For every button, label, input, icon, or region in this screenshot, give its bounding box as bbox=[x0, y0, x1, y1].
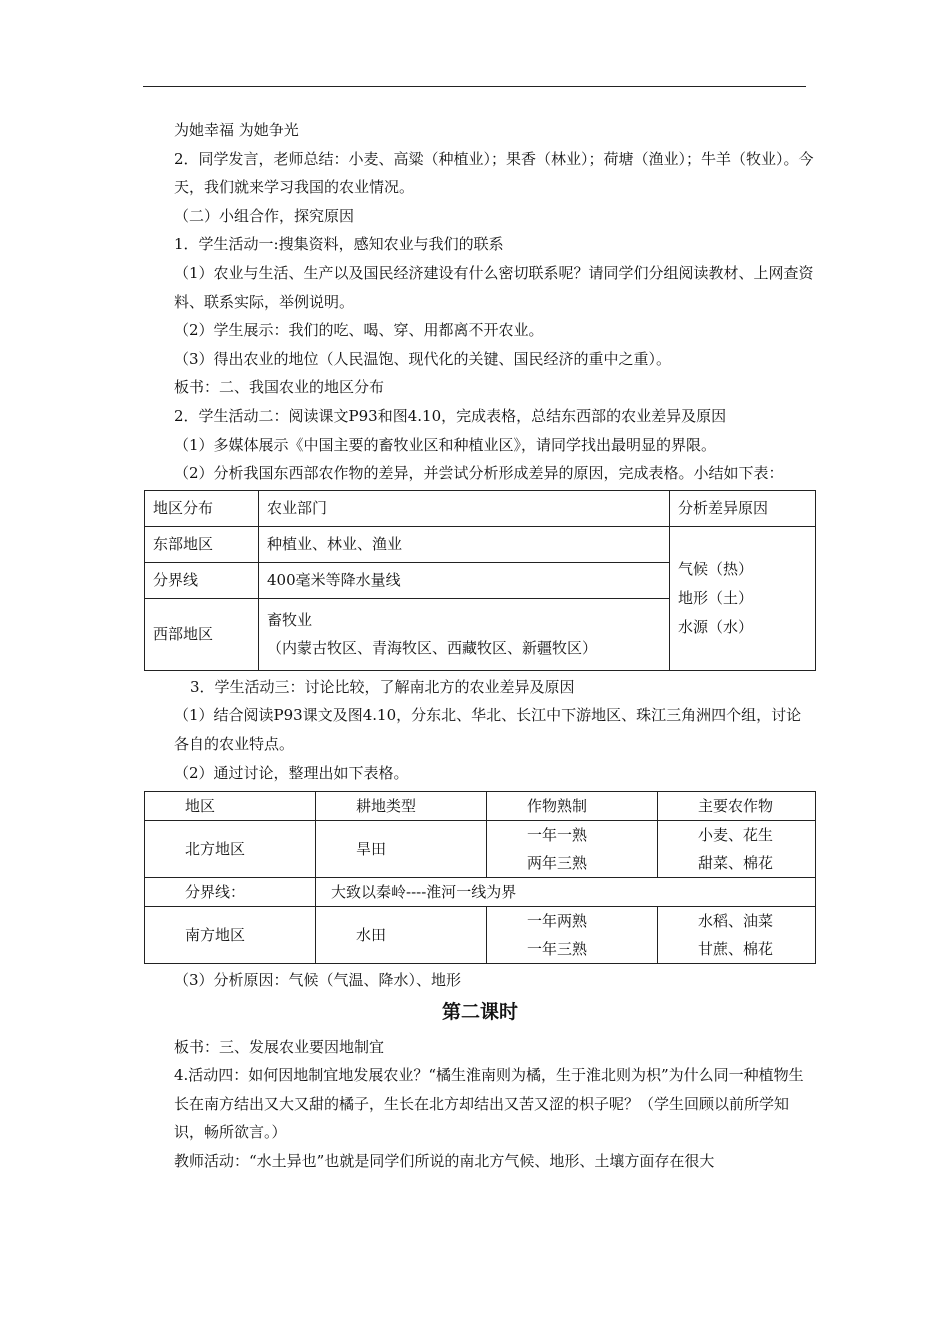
paragraph: （3）分析原因：气候（气温、降水）、地形 bbox=[174, 971, 462, 990]
system-line: 一年三熟 bbox=[527, 940, 588, 959]
sector-sub-line: （内蒙古牧区、青海牧区、西藏牧区、新疆牧区） bbox=[267, 639, 598, 658]
lesson-heading: 第二课时 bbox=[441, 1000, 518, 1023]
region-cell: 南方地区 bbox=[145, 907, 316, 964]
land-cell: 旱田 bbox=[316, 821, 487, 878]
crops-cell bbox=[658, 907, 816, 964]
system-cell bbox=[487, 821, 658, 878]
table-row bbox=[145, 526, 816, 562]
crops-line: 小麦、花生 bbox=[698, 826, 774, 845]
paragraph: 2．学生活动二：阅读课文P93和图4.10，完成表格，总结东西部的农业差异及原因 bbox=[174, 406, 727, 425]
reason-cell bbox=[670, 526, 816, 670]
table-header-cell: 地区分布 bbox=[145, 490, 259, 526]
paragraph: （1）农业与生活、生产以及国民经济建设有什么密切联系呢？请同学们分组阅读教材、上网查资料、联系实际，举例说明。 bbox=[174, 263, 814, 311]
sector-line: 畜牧业 bbox=[267, 610, 313, 629]
paragraph: （2）通过讨论，整理出如下表格。 bbox=[174, 763, 409, 782]
north-south-table bbox=[144, 791, 816, 964]
system-line: 一年一熟 bbox=[527, 826, 588, 845]
reason-line: 地形（土） bbox=[678, 588, 754, 607]
paragraph: 3．学生活动三：讨论比较，了解南北方的农业差异及原因 bbox=[190, 677, 575, 696]
table-header-cell: 作物熟制 bbox=[487, 792, 658, 821]
table-header-cell: 主要农作物 bbox=[658, 792, 816, 821]
sector-cell bbox=[259, 598, 670, 670]
east-west-table bbox=[144, 490, 816, 671]
land-cell: 水田 bbox=[316, 907, 487, 964]
sector-cell: 400毫米等降水量线 bbox=[259, 562, 670, 598]
table-header-cell: 分析差异原因 bbox=[670, 490, 816, 526]
table-header-cell: 农业部门 bbox=[259, 490, 670, 526]
table-row bbox=[145, 821, 816, 878]
paragraph: （1）多媒体展示《中国主要的畜牧业区和种植业区》，请同学找出最明显的界限。 bbox=[174, 435, 717, 454]
reason-line: 气候（热） bbox=[678, 560, 754, 579]
system-line: 一年两熟 bbox=[527, 912, 588, 931]
header-rule bbox=[143, 86, 806, 87]
paragraph: （1）结合阅读P93课文及图4.10，分东北、华北、长江中下游地区、珠江三角洲四个组，讨论各自的农业特点。 bbox=[174, 706, 802, 753]
paragraph: （2）学生展示：我们的吃、喝、穿、用都离不开农业。 bbox=[174, 321, 544, 340]
paragraph: 1．学生活动一:搜集资料，感知农业与我们的联系 bbox=[174, 235, 504, 254]
sector-cell: 种植业、林业、渔业 bbox=[259, 526, 670, 562]
crops-cell bbox=[658, 821, 816, 878]
table-row bbox=[145, 878, 816, 907]
region-cell: 分界线 bbox=[145, 562, 259, 598]
paragraph: 4.活动四：如何因地制宜地发展农业？“橘生淮南则为橘，生于淮北则为枳”为什么同一种植物生长在南方结出又大又甜的橘子，生长在北方却结出又苦又涩的枳子呢？（学生回顾以前所学知识，畅所欲言。） bbox=[174, 1066, 804, 1142]
paragraph: （3）得出农业的地位（人民温饱、现代化的关键、国民经济的重中之重）。 bbox=[174, 349, 672, 368]
crops-line: 甜菜、棉花 bbox=[698, 854, 774, 873]
table-row bbox=[145, 490, 816, 526]
table-row bbox=[145, 907, 816, 964]
system-line: 两年三熟 bbox=[527, 854, 588, 873]
region-cell: 北方地区 bbox=[145, 821, 316, 878]
system-cell bbox=[487, 907, 658, 964]
board-note: 板书：三、发展农业要因地制宜 bbox=[174, 1037, 385, 1056]
paragraph: 2．同学发言，老师总结：小麦、高粱（种植业）；果香（林业）；荷塘（渔业）；牛羊（牧业）。今天，我们就来学习我国的农业情况。 bbox=[174, 149, 814, 197]
paragraph: （2）分析我国东西部农作物的差异，并尝试分析形成差异的原因，完成表格。小结如下表： bbox=[174, 464, 784, 483]
document-body bbox=[144, 116, 816, 1176]
table-row bbox=[145, 792, 816, 821]
table-header-cell: 耕地类型 bbox=[316, 792, 487, 821]
boundary-label-cell: 分界线： bbox=[145, 878, 316, 907]
region-cell: 西部地区 bbox=[145, 598, 259, 670]
reason-line: 水源（水） bbox=[678, 617, 754, 636]
section-heading: （二）小组合作，探究原因 bbox=[174, 206, 355, 225]
table-header-cell: 地区 bbox=[145, 792, 316, 821]
board-note: 板书：二、我国农业的地区分布 bbox=[174, 378, 385, 397]
boundary-value-cell: 大致以秦岭----淮河一线为界 bbox=[316, 878, 816, 907]
paragraph: 教师活动：“水土异也”也就是同学们所说的南北方气候、地形、土壤方面存在很大 bbox=[174, 1152, 715, 1171]
paragraph: 为她幸福 为她争光 bbox=[174, 121, 299, 139]
crops-line: 甘蔗、棉花 bbox=[698, 940, 774, 959]
crops-line: 水稻、油菜 bbox=[698, 912, 774, 931]
region-cell: 东部地区 bbox=[145, 526, 259, 562]
